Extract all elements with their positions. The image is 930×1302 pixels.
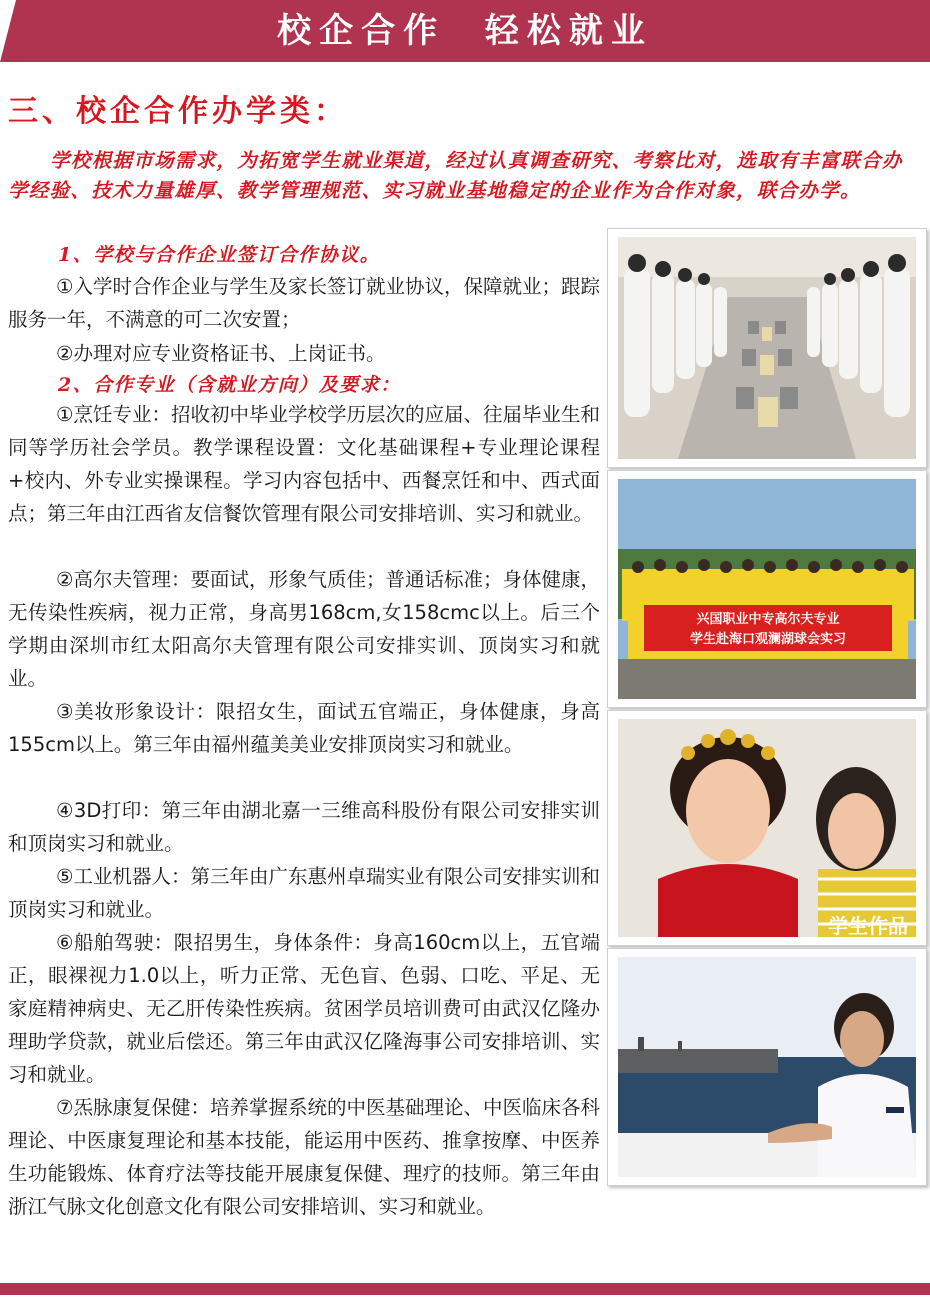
major-makeup: ③美妆形象设计：限招女生，面试五官端正，身体健康，身高155cm以上。第三年由福州蕴美美业安排顶岗实习和就业。: [8, 700, 600, 756]
golf-banner-line1: 兴国职业中专高尔夫专业: [696, 612, 840, 627]
part2-heading: 2、合作专业（含就业方向）及要求：: [58, 374, 401, 396]
major-rehab-healthcare: ⑦炁脉康复保健：培养掌握系统的中医基础理论、中医临床各科理论、中医康复理论和基本技能，能运用中医药、推拿按摩、中医养生功能锻炼、体育疗法等技能开展康复保健、理疗的技师。第三年由浙江气脉文化创意文化有限公司安排培训、实习和就业。: [8, 1096, 600, 1218]
major-golf: ②高尔夫管理：要面试，形象气质佳；普通话标准；身体健康，无传染性疾病，视力正常，身高男168cm,女158cmc以上。后三个学期由深圳市红太阳高尔夫管理有限公司安排实训、顶岗实习和就业。: [8, 568, 600, 690]
photo-ship-officer: [607, 948, 927, 1186]
intro-paragraph: 学校根据市场需求，为拓宽学生就业渠道，经过认真调查研究、考察比对，选取有丰富联合办学经验、技术力量雄厚、教学管理规范、实习就业基地稳定的企业作为合作对象，联合办学。: [8, 149, 903, 202]
part1-item-2: ②办理对应专业资格证书、上岗证书。: [56, 342, 386, 365]
major-ship-driving: ⑥船舶驾驶：限招男生，身体条件：身高160cm以上，五官端正，眼裸视力1.0以上，听力正常、无色盲、色弱、口吃、平足、无家庭精神病史、无乙肝传染性疾病。贫困学员培训费可由武汉亿隆办理助学贷款，就业后偿还。第三年由武汉亿隆海事公司安排培训、实习和就业。: [8, 931, 600, 1086]
major-cooking: ①烹饪专业：招收初中毕业学校学历层次的应届、往届毕业生和同等学历社会学员。教学课程设置：文化基础课程+专业理论课程+校内、外专业实操课程。学习内容包括中、西餐烹饪和中、西式面点；第三年由江西省友信餐饮管理有限公司安排培训、实习和就业。: [8, 403, 600, 525]
footer-bar: [0, 1283, 930, 1295]
banner-title: 校企合作 轻松就业: [277, 11, 653, 51]
photo-makeup-work: [607, 710, 927, 946]
major-3d-printing: ④3D打印：第三年由湖北嘉一三维高科股份有限公司安排实训和顶岗实习和就业。: [8, 799, 600, 855]
golf-banner-line2: 学生赴海口观澜湖球会实习: [689, 632, 847, 647]
photo-cooking-class: [607, 228, 927, 468]
part1-heading: 1、学校与合作企业签订合作协议。: [58, 244, 381, 266]
header-banner: [0, 0, 930, 62]
photo-golf-group: [607, 470, 927, 708]
major-industrial-robot: ⑤工业机器人：第三年由广东惠州卓瑞实业有限公司安排实训和顶岗实习和就业。: [8, 865, 600, 921]
section-title: 三、校企合作办学类：: [8, 94, 348, 129]
part1-item-1: ①入学时合作企业与学生及家长签订就业协议，保障就业；跟踪服务一年，不满意的可二次安置；: [8, 275, 600, 331]
makeup-caption: 学生作品: [828, 914, 908, 937]
